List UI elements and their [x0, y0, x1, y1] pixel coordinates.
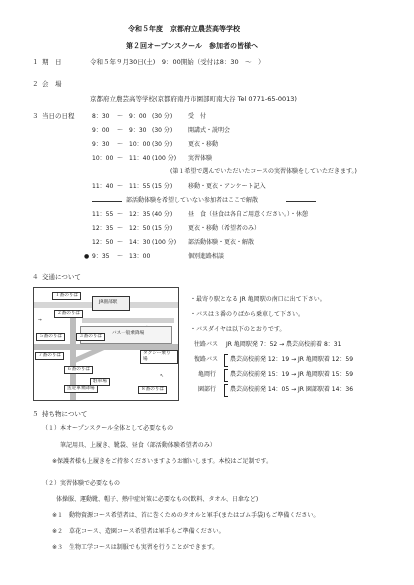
schedule-start: 12：35	[92, 225, 114, 232]
bus-stop-5: ５番のりば	[36, 333, 65, 341]
separator-text: 部活動体験を希望していない参加者はここで解散	[126, 197, 259, 204]
bus-terminal-label: バス一般乗降場	[112, 331, 145, 336]
section-number: ２	[32, 80, 39, 88]
arrow-icon: →	[38, 318, 42, 323]
schedule-duration: (40 分)	[152, 211, 173, 218]
date-text: 令和５年９月30日(土) 9：00開始（受付は8：30 ～ ）	[90, 58, 265, 66]
schedule-activity: 更衣・移動	[188, 141, 219, 148]
section-label: 当日の日程	[42, 112, 75, 120]
bus-return-label: 復路バス	[194, 356, 219, 363]
access-note: ・最寄り駅となる JR 亀岡駅の南口に出て下さい。	[190, 296, 326, 303]
schedule-start: 9：00	[92, 127, 110, 134]
car-park: 駐車場	[90, 378, 110, 386]
schedule-activity: 昼 食（昼食は各自ご用意ください。）・休憩	[188, 211, 309, 218]
station-label: JR園部駅	[99, 300, 118, 305]
belongings-note: ※２ 草花コース、造園コース希望者は軍手もご準備ください。	[52, 528, 225, 535]
belongings-note: ※３ 生物工学コースは制服でも実習を行うことができます。	[52, 544, 219, 551]
schedule-tilde: ～	[117, 239, 124, 246]
station-map	[33, 287, 179, 401]
road-loop	[82, 318, 174, 323]
bus-stop-6: ６番のりば	[64, 366, 93, 374]
belongings-list: 筆記用具、上履き、靴袋、昼食（部活動体験希望者のみ）	[60, 442, 216, 449]
bracket-bus-kameoka	[224, 369, 228, 382]
schedule-end: 9：30	[129, 127, 147, 134]
section-number: １	[32, 58, 39, 66]
section-label: 会 場	[42, 80, 62, 88]
bus-kameoka-label: 亀岡行	[198, 371, 217, 378]
schedule-end: 12：35	[129, 211, 151, 218]
schedule-activity: 受 付	[188, 113, 207, 120]
separator-line-right	[286, 201, 316, 202]
schedule-start: 10：00	[92, 155, 114, 162]
section-number: ５	[32, 410, 39, 418]
schedule-start: 9：35	[92, 253, 110, 260]
bus-sonobe-label: 園部行	[198, 386, 217, 393]
section-label: 交通について	[42, 273, 81, 281]
bus-return-time: 農芸高校前発 12：19 → JR 亀岡駅着 12：59	[230, 356, 354, 363]
schedule-activity: 移動・更衣・アンケート記入	[188, 183, 266, 190]
schedule-activity: 実習体験	[188, 155, 213, 162]
belongings-note: ※１ 動物資源コース希望者は、首に巻くためのタオルと軍手(またはゴム手袋)もご準備ください。	[52, 512, 320, 519]
schedule-tilde: ～	[117, 211, 124, 218]
taxi-stand: タクシー乗り場	[140, 350, 178, 364]
bus-kameoka-time: 農芸高校前発 15：19 → JR 亀岡駅着 15：59	[230, 371, 354, 378]
bus-outbound-time: JR 亀岡駅発 7：52 → 農芸高校前着 8：31	[226, 341, 342, 348]
belongings-list: 体操服、運動靴、帽子、熱中症対策に必要なもの(飲料、タオル、日傘など)	[56, 496, 259, 503]
schedule-tilde: ～	[117, 225, 124, 232]
schedule-tilde: ～	[117, 253, 124, 260]
section-label: 期 日	[42, 58, 62, 66]
bus-outbound-label: 往路バス	[194, 341, 219, 348]
belongings-heading: （２）実習体験で必要なもの	[42, 480, 121, 487]
bullet-icon: ●	[84, 253, 90, 260]
section-label: 持ち物について	[42, 410, 88, 418]
schedule-start: 9：30	[92, 141, 110, 148]
schedule-duration: (30 分)	[152, 141, 173, 148]
section-number: ３	[32, 112, 39, 120]
page-title: 令和５年度 京都府立農芸高等学校	[128, 25, 240, 33]
schedule-start: 12：50	[92, 239, 114, 246]
schedule-tilde: ～	[117, 183, 124, 190]
schedule-duration: (30 分)	[152, 127, 173, 134]
schedule-note: (第１希望で選んでいただいたコースの実習体験をしていただきます。)	[170, 168, 357, 175]
schedule-end: 11：55	[129, 183, 151, 190]
bus-stop-2: ２番のりば	[54, 310, 83, 318]
bus-sonobe-time: 農芸高校前発 14：05 → JR 園部駅着 14：36	[230, 386, 354, 393]
schedule-end: 12：50	[129, 225, 151, 232]
bus-stop-8: ８番のりば	[138, 386, 167, 394]
venue-text: 京都府立農芸高等学校(京都府南丹市園部町南大谷 Tel 0771-65-0013)	[90, 95, 297, 103]
schedule-end: 14：30	[129, 239, 151, 246]
schedule-duration: (30 分)	[152, 113, 173, 120]
schedule-end: 9：00	[129, 113, 147, 120]
schedule-tilde: ～	[117, 155, 124, 162]
bracket-bus-sonobe	[224, 384, 228, 397]
bus-stop-7: ７番のりば	[35, 352, 64, 360]
schedule-tilde: ～	[117, 141, 124, 148]
schedule-end: 10：00	[129, 141, 151, 148]
arrow-icon: ↖	[160, 374, 164, 379]
schedule-end: 11：40	[129, 155, 151, 162]
schedule-activity: 部活動体験・更衣・解散	[188, 239, 255, 246]
belongings-heading: （１）本オープンスクール全体として必要なもの	[42, 425, 174, 432]
schedule-duration: (15 分)	[152, 225, 173, 232]
schedule-duration: (100 分)	[152, 155, 177, 162]
bus-stop-1: １番のりば	[52, 292, 81, 300]
access-note: ・バスダイヤは以下のとおりです。	[190, 326, 286, 333]
section-number: ４	[32, 273, 39, 281]
bracket-bus-return	[224, 354, 228, 367]
schedule-duration: (15 分)	[152, 183, 173, 190]
schedule-end: 13：00	[129, 253, 151, 260]
schedule-tilde: ～	[117, 127, 124, 134]
schedule-duration: (100 分)	[152, 239, 177, 246]
belongings-note: ※保護者様も上履きをご持参くださいますようお願いします。本校はご足制です。	[52, 458, 273, 465]
bus-stop-3: ３番のりば	[76, 333, 105, 341]
separator-line-left	[92, 201, 122, 202]
access-note: ・バスは３番のりばから乗車して下さい。	[190, 311, 305, 318]
schedule-activity: 更衣・移動（希望者のみ）	[188, 225, 261, 232]
schedule-start: 11：55	[92, 211, 114, 218]
schedule-activity: 個別進路相談	[188, 253, 225, 260]
bus-dropoff: 送迎車乗降場	[64, 385, 98, 393]
page-subtitle: 第２回オープンスクール 参加者の皆様へ	[126, 42, 259, 50]
schedule-start: 11：40	[92, 183, 114, 190]
schedule-tilde: ～	[117, 113, 124, 120]
schedule-activity: 開講式・説明会	[188, 127, 231, 134]
schedule-start: 8：30	[92, 113, 110, 120]
